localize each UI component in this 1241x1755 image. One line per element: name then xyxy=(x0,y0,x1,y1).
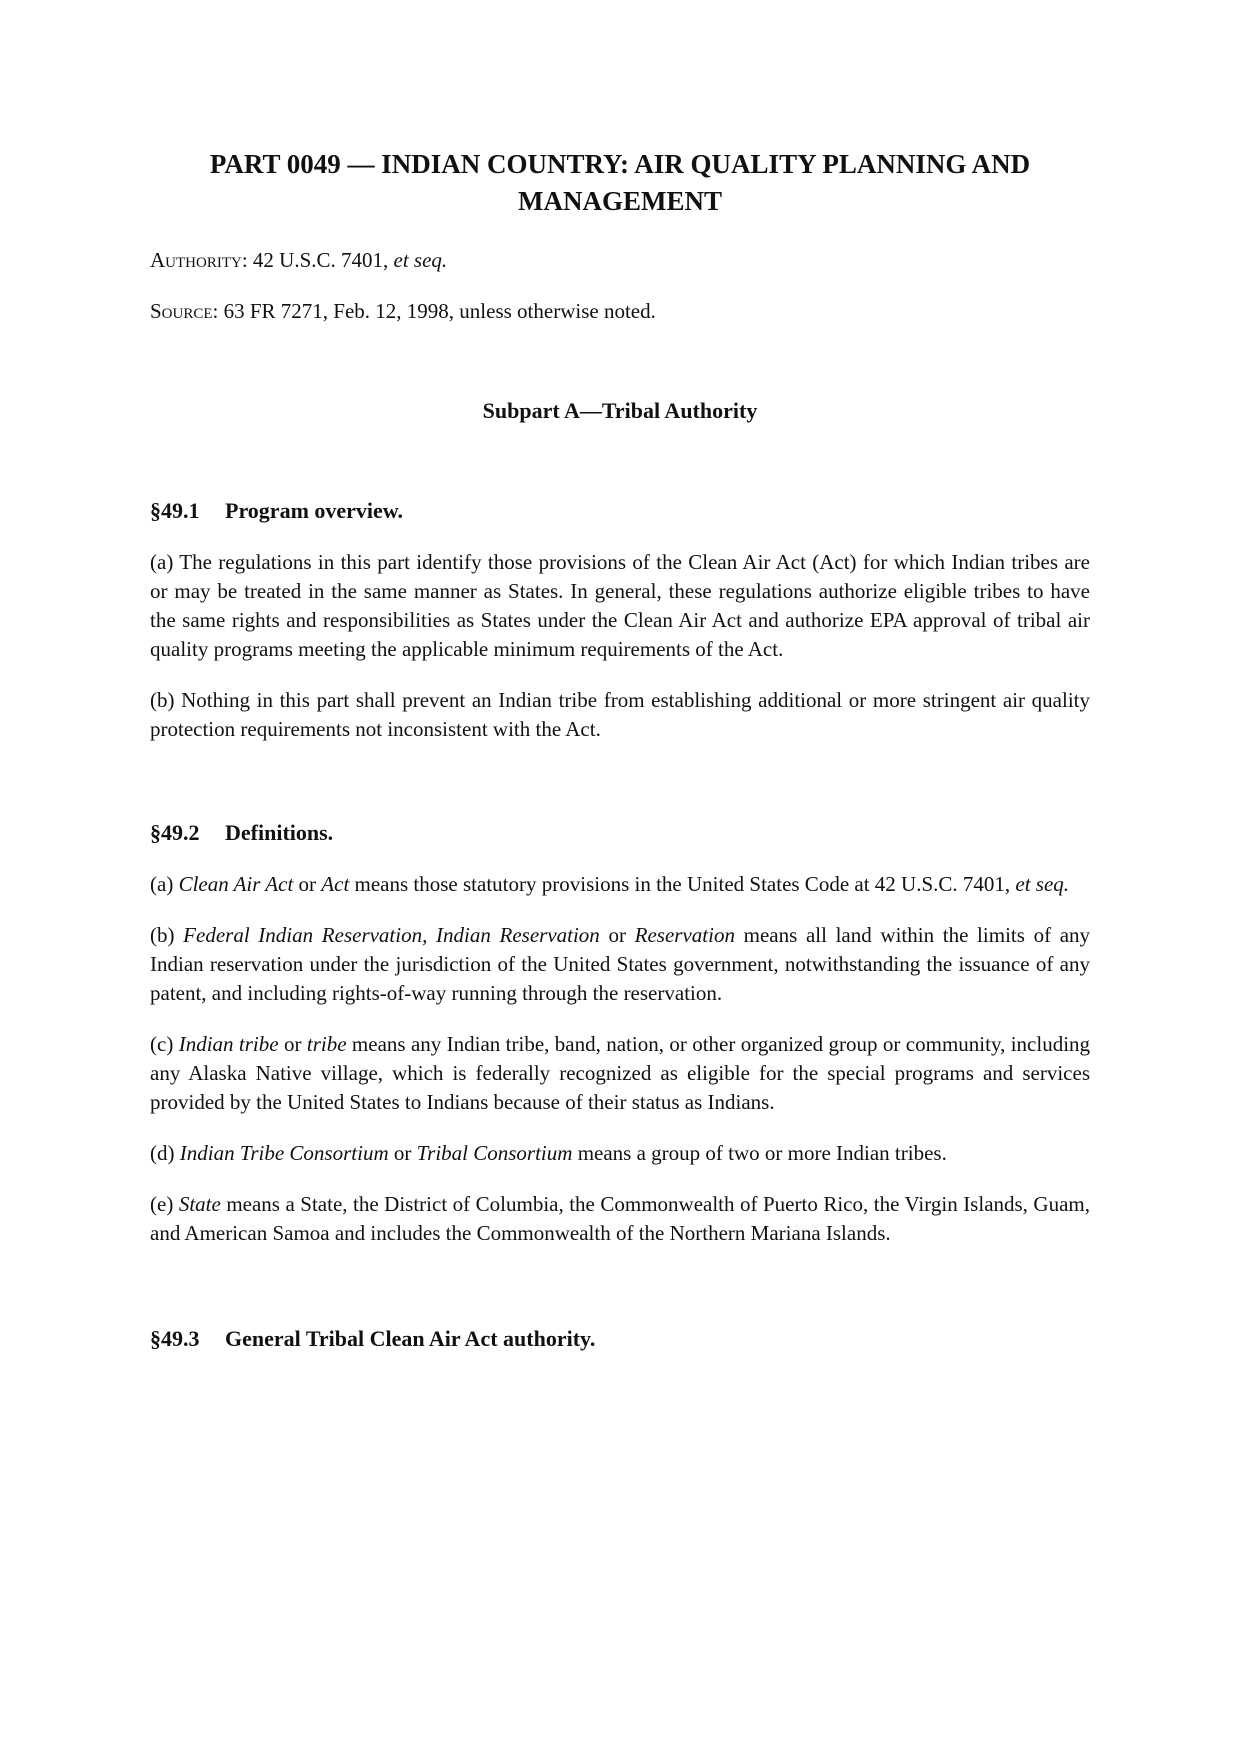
section-heading-49-2 xyxy=(150,818,1090,848)
part-title: PART 0049 — INDIAN COUNTRY: AIR QUALITY PLANNING AND MANAGEMENT xyxy=(209,149,1031,216)
section-heading-49-1 xyxy=(150,496,1090,526)
authority-line: Authority: 42 U.S.C. 7401, et seq. xyxy=(150,248,448,272)
definition-prefix: (c) xyxy=(150,1032,174,1056)
section-title: Program overview. xyxy=(225,498,403,523)
defined-term: Indian Tribe Consortium xyxy=(179,1141,389,1165)
authority-text: 42 U.S.C. 7401, xyxy=(252,248,389,272)
defined-term: Tribal Consortium xyxy=(416,1141,573,1165)
definition-prefix: (d) xyxy=(150,1141,175,1165)
defined-term: tribe xyxy=(306,1032,347,1056)
section-number: §49.3 xyxy=(150,1326,200,1351)
definition-b xyxy=(150,921,1090,1008)
source-line: Source: 63 FR 7271, Feb. 12, 1998, unless otherwise noted. xyxy=(150,299,656,323)
definition-a xyxy=(150,870,1090,899)
section-number: §49.2 xyxy=(150,820,200,845)
defined-term: Reservation xyxy=(634,923,735,947)
section-number: §49.1 xyxy=(150,498,200,523)
definition-prefix: (a) xyxy=(150,872,174,896)
conjunction: or xyxy=(608,923,626,947)
definition-body: means a group of two or more Indian tribes. xyxy=(577,1141,947,1165)
authority-label: Authority xyxy=(150,248,242,272)
definition-emph: et seq. xyxy=(1015,872,1070,896)
paragraph-49-1-b: (b) Nothing in this part shall prevent an Indian tribe from establishing additional or more stringent air quality protection requirements not inconsistent with the Act. xyxy=(150,688,1090,741)
authority-emph: et seq. xyxy=(393,248,448,272)
defined-term: Federal Indian Reservation, Indian Reservation xyxy=(183,923,600,947)
definition-prefix: (b) xyxy=(150,923,175,947)
source-text: 63 FR 7271, Feb. 12, 1998, unless otherwise noted. xyxy=(223,299,656,323)
paragraph-49-1-a: (a) The regulations in this part identify those provisions of the Clean Air Act (Act) for which Indian tribes are or may be treated in the same manner as States. In general, these regulations authorize eligible tribes to have the same rights and responsibilities as States under the Clean Air Act and authorize EPA approval of tribal air quality programs meeting the applicable minimum requirements of the Act. xyxy=(150,550,1090,661)
definition-body: means those statutory provisions in the United States Code at 42 U.S.C. 7401, xyxy=(354,872,1011,896)
document-page xyxy=(150,146,1090,1354)
defined-term: State xyxy=(178,1192,221,1216)
subpart-heading: Subpart A—Tribal Authority xyxy=(482,398,758,423)
conjunction: or xyxy=(283,1032,302,1056)
defined-term: Clean Air Act xyxy=(178,872,294,896)
defined-term: Act xyxy=(321,872,350,896)
definition-e xyxy=(150,1190,1090,1248)
conjunction: or xyxy=(298,872,317,896)
definition-body: means a State, the District of Columbia, the Commonwealth of Puerto Rico, the Virgin Islands, Guam, and American Samoa and includes the Commonwealth of the Northern Mariana Islands. xyxy=(150,1192,1091,1245)
definition-c xyxy=(150,1030,1090,1117)
section-heading-49-3 xyxy=(150,1324,1090,1354)
definition-prefix: (e) xyxy=(150,1192,174,1216)
conjunction: or xyxy=(393,1141,412,1165)
defined-term: Indian tribe xyxy=(178,1032,279,1056)
definition-d xyxy=(150,1139,1090,1168)
section-title: General Tribal Clean Air Act authority. xyxy=(225,1326,596,1351)
source-label: Source xyxy=(150,299,213,323)
definition-body: means any Indian tribe, band, nation, or other organized group or community, including any Alaska Native village, which is federally recognized as eligible for the special programs and services provided by the United States to Indians because of their status as Indians. xyxy=(150,1032,1091,1114)
section-title: Definitions. xyxy=(225,820,334,845)
definition-body: means all land within the limits of any Indian reservation under the jurisdiction of the United States government, notwithstanding the issuance of any patent, and including rights-of-way running through the reservation. xyxy=(150,923,1091,1005)
